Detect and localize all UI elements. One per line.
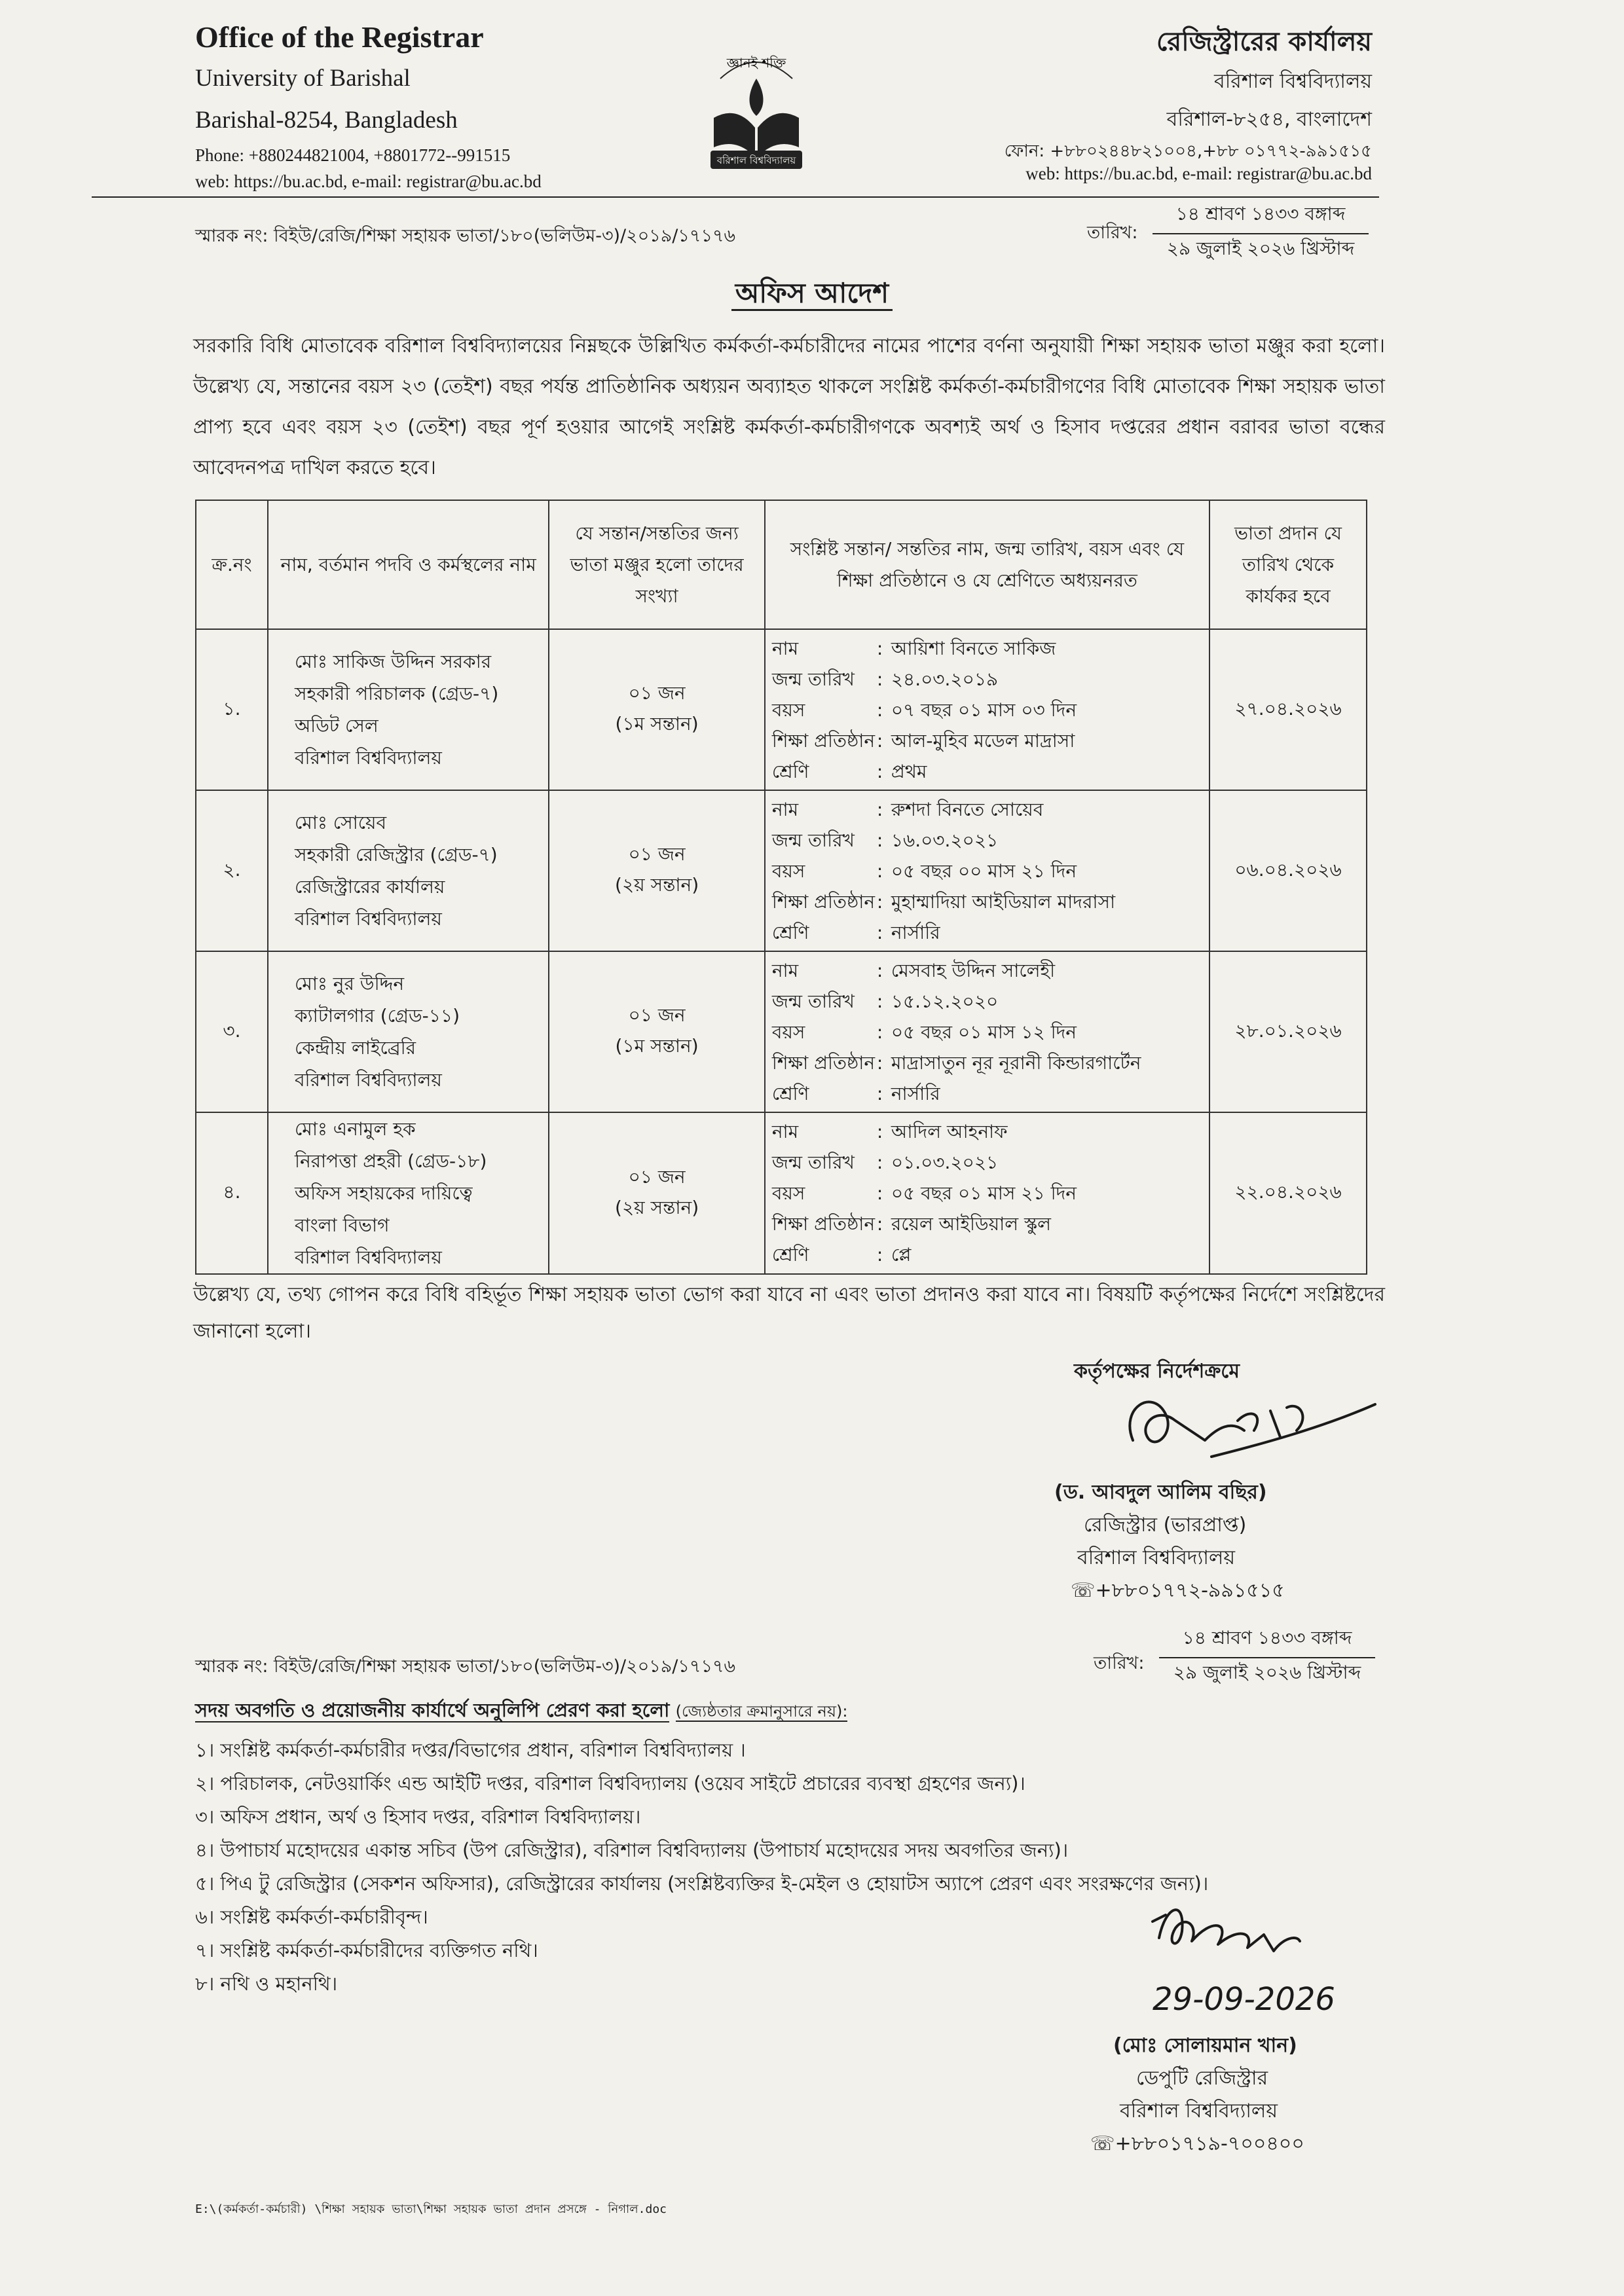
- employee-detail-line: রেজিস্ট্রারের কার্যালয়: [294, 876, 445, 898]
- employee-detail-line: বরিশাল বিশ্ববিদ্যালয়: [294, 908, 442, 930]
- field-value: ০৫ বছর ০০ মাস ২১ দিন: [891, 860, 1077, 882]
- office-title-bn: রেজিস্ট্রারের কার্যালয়: [1156, 27, 1372, 57]
- child-detail-field: [772, 825, 1202, 856]
- file-path: E:\(কর্মকর্তা-কর্মচারী) \শিক্ষা সহায়ক ভাতা\শিক্ষা সহায়ক ভাতা প্রদান প্রসঙ্গে - নিগাল.doc: [195, 2202, 667, 2216]
- table-header-row: [196, 500, 1367, 629]
- field-value: নার্সারি: [891, 921, 940, 943]
- field-separator: :: [876, 798, 883, 820]
- field-label: শিক্ষা প্রতিষ্ঠান: [771, 1051, 876, 1074]
- count-value: ০১ জন: [628, 682, 686, 704]
- field-value: ০৭ বছর ০১ মাস ০৩ দিন: [891, 699, 1077, 721]
- address-bn: বরিশাল-৮২৫৪, বাংলাদেশ: [1166, 108, 1372, 131]
- child-detail-field: [772, 1017, 1202, 1048]
- copy-list-item: ৬। সংশ্লিষ্ট কর্মকর্তা-কর্মচারীবৃন্দ।: [195, 1906, 428, 1928]
- field-separator: :: [876, 1051, 883, 1074]
- field-label: নাম: [771, 1121, 799, 1142]
- col-child-details: সংশ্লিষ্ট সন্তান/ সন্ততির নাম, জন্ম তারিখ, বয়স এবং যে শিক্ষা প্রতিষ্ঠানে ও যে শ্রেণিতে অধ্যয়নরত: [765, 500, 1209, 629]
- copy-heading: [195, 1696, 847, 1728]
- child-detail-field: [772, 1147, 1202, 1178]
- date-gregorian: ২৯ জুলাই ২০২৬ খ্রিস্টাব্দ: [1166, 238, 1355, 259]
- logo-motto: জ্ঞানই শক্তি: [726, 55, 786, 71]
- field-value: ০১.০৩.২০২১: [891, 1152, 999, 1173]
- web-email-bn: web: https://bu.ac.bd, e-mail: registrar@bu.ac.bd: [1025, 164, 1372, 183]
- date-gregorian-copy: ২৯ জুলাই ২০২৬ খ্রিস্টাব্দ: [1173, 1662, 1361, 1683]
- field-label: বয়স: [771, 699, 805, 721]
- count-value: ০১ জন: [628, 843, 686, 865]
- effective-date: ২৮.০১.২০২৬: [1209, 951, 1367, 1112]
- logo-university: বরিশাল বিশ্ববিদ্যালয়: [716, 155, 796, 166]
- field-label: বয়স: [771, 860, 805, 882]
- row-serial: ৪.: [196, 1112, 268, 1274]
- field-label: শিক্ষা প্রতিষ্ঠান: [771, 1213, 876, 1235]
- note-paragraph: উল্লেখ্য যে, তথ্য গোপন করে বিধি বহির্ভূত শিক্ষা সহায়ক ভাতা ভোগ করা যাবে না এবং ভাতা প্রদানও করা যাবে না। বিষয়টি কর্তৃপক্ষের নির্দেশে সংশ্লিষ্টদের জানানো হলো।: [193, 1283, 1385, 1343]
- registrar-name: (ড. আবদুল আলিম বছির): [1054, 1481, 1267, 1504]
- employee-details: [268, 629, 549, 790]
- child-detail-field: [772, 986, 1202, 1017]
- child-details: [765, 790, 1209, 951]
- field-separator: :: [876, 760, 883, 782]
- university-seal-icon: [688, 43, 825, 173]
- registrar-designation: রেজিস্ট্রার (ভারপ্রাপ্ত): [1084, 1514, 1247, 1537]
- field-value: ০৫ বছর ০১ মাস ১২ দিন: [891, 1021, 1077, 1043]
- table-row: [196, 951, 1367, 1112]
- children-count: [549, 790, 764, 951]
- registrar-signature-icon: [1113, 1381, 1388, 1473]
- allowance-table: [195, 500, 1367, 1275]
- header-divider: [92, 196, 1379, 198]
- field-value: আদিল আহনাফ: [891, 1121, 1008, 1142]
- deputy-registrar-signature-icon: [1139, 1892, 1375, 2036]
- child-detail-field: [772, 633, 1202, 664]
- employee-detail-line: নিরাপত্তা প্রহরী (গ্রেড-১৮): [294, 1150, 487, 1172]
- child-detail-field: [772, 1078, 1202, 1109]
- copy-heading-note: (জ্যেষ্ঠতার ক্রমানুসারে নয়):: [675, 1702, 848, 1721]
- web-email-en: web: https://bu.ac.bd, e-mail: registrar@bu.ac.bd: [195, 172, 542, 191]
- col-name-designation: নাম, বর্তমান পদবি ও কর্মস্থলের নাম: [268, 500, 549, 629]
- employee-detail-line: কেন্দ্রীয় লাইব্রেরি: [294, 1037, 416, 1059]
- field-label: বয়স: [771, 1021, 805, 1043]
- child-detail-field: [772, 1239, 1202, 1270]
- children-count: [549, 629, 764, 790]
- child-detail-field: [772, 1209, 1202, 1239]
- field-value: নার্সারি: [891, 1082, 940, 1104]
- memo-date-copy: [1159, 1624, 1375, 1689]
- field-separator: :: [876, 729, 883, 752]
- child-detail-field: [772, 794, 1202, 825]
- employee-details: [268, 951, 549, 1112]
- field-separator: :: [876, 829, 883, 851]
- deputy-registrar-designation: ডেপুটি রেজিস্ট্রার: [1136, 2067, 1268, 2090]
- date-label: তারিখ:: [1087, 223, 1138, 243]
- child-detail-field: [772, 917, 1202, 948]
- child-details: [765, 629, 1209, 790]
- copy-list-item: ৪। উপাচার্য মহোদয়ের একান্ত সচিব (উপ রেজিস্ট্রার), বরিশাল বিশ্ববিদ্যালয় (উপাচার্য মহোদয়ের সদয় অবগতির জন্য)।: [195, 1839, 1069, 1861]
- child-detail-field: [772, 955, 1202, 986]
- employee-detail-line: মোঃ এনামুল হক: [294, 1118, 416, 1140]
- child-details: [765, 1112, 1209, 1274]
- date-bangla-copy: ১৪ শ্রাবণ ১৪৩৩ বঙ্গাব্দ: [1159, 1624, 1375, 1658]
- field-label: জন্ম তারিখ: [771, 990, 855, 1012]
- field-separator: :: [876, 1021, 883, 1043]
- row-serial: ৩.: [196, 951, 268, 1112]
- child-detail-field: [772, 664, 1202, 695]
- employee-detail-line: মোঃ সাকিজ উদ্দিন সরকার: [294, 651, 492, 672]
- field-separator: :: [876, 637, 883, 659]
- handwritten-date: 29-09-2026: [1153, 1981, 1335, 2018]
- field-value: প্লে: [891, 1244, 912, 1266]
- row-serial: ১.: [196, 629, 268, 790]
- field-value: মেসবাহ উদ্দিন সালেহী: [891, 959, 1056, 981]
- copy-list-item: ২। পরিচালক, নেটওয়ার্কিং এন্ড আইটি দপ্তর, বরিশাল বিশ্ববিদ্যালয় (ওয়েব সাইটে প্রচারের ব্যবস্থা গ্রহণের জন্য)।: [195, 1772, 1025, 1795]
- field-label: শ্রেণি: [771, 1082, 809, 1104]
- field-label: শিক্ষা প্রতিষ্ঠান: [771, 729, 876, 752]
- employee-detail-line: ক্যাটালগার (গ্রেড-১১): [294, 1005, 460, 1027]
- field-label: শ্রেণি: [771, 921, 809, 943]
- employee-details: [268, 1112, 549, 1274]
- phone-icon: ☏: [1090, 2132, 1115, 2155]
- registrar-org: বরিশাল বিশ্ববিদ্যালয়: [1077, 1546, 1235, 1569]
- col-serial: ক্র.নং: [196, 500, 268, 629]
- employee-detail-line: বরিশাল বিশ্ববিদ্যালয়: [294, 1247, 442, 1268]
- employee-detail-line: অফিস সহায়কের দায়িত্বে: [294, 1182, 473, 1204]
- field-value: ০৫ বছর ০১ মাস ২১ দিন: [891, 1182, 1077, 1204]
- field-separator: :: [876, 1213, 883, 1235]
- field-value: রয়েল আইডিয়াল স্কুল: [891, 1213, 1051, 1235]
- field-label: শ্রেণি: [771, 760, 809, 782]
- field-label: জন্ম তারিখ: [771, 668, 855, 690]
- field-separator: :: [876, 1121, 883, 1142]
- children-count: [549, 951, 764, 1112]
- employee-detail-line: অডিট সেল: [294, 715, 378, 737]
- child-detail-field: [772, 725, 1202, 756]
- child-details: [765, 951, 1209, 1112]
- employee-detail-line: মোঃ নুর উদ্দিন: [294, 973, 405, 994]
- memo-reference: স্মারক নং: বিইউ/রেজি/শিক্ষা সহায়ক ভাতা/১৮০(ভলিউম-৩)/২০১৯/১৭১৭৬: [195, 226, 736, 246]
- employee-detail-line: বাংলা বিভাগ: [294, 1214, 390, 1236]
- field-separator: :: [876, 990, 883, 1012]
- university-name-bn: বরিশাল বিশ্ববিদ্যালয়: [1214, 70, 1372, 93]
- field-label: শ্রেণি: [771, 1244, 809, 1266]
- count-note: (১ম সন্তান): [615, 713, 699, 735]
- employee-detail-line: সহকারী পরিচালক (গ্রেড-৭): [294, 683, 499, 704]
- employee-detail-line: সহকারী রেজিস্ট্রার (গ্রেড-৭): [294, 844, 498, 866]
- copy-list-item: ৮। নথি ও মহানথি।: [195, 1973, 338, 1995]
- field-label: নাম: [771, 959, 799, 981]
- field-label: বয়স: [771, 1182, 805, 1204]
- deputy-registrar-phone: ☏+৮৮০১৭১৯-৭০০৪০০: [1090, 2132, 1304, 2155]
- field-value: ২৪.০৩.২০১৯: [891, 668, 999, 690]
- count-note: (২য় সন্তান): [615, 874, 699, 896]
- field-value: মাদ্রাসাতুন নূর নূরানী কিন্ডারগার্টেন: [891, 1051, 1141, 1074]
- effective-date: ০৬.০৪.২০২৬: [1209, 790, 1367, 951]
- phone-en: Phone: +880244821004, +8801772--991515: [195, 145, 511, 165]
- date-label-copy: তারিখ:: [1094, 1653, 1145, 1673]
- date-bangla: ১৪ শ্রাবণ ১৪৩৩ বঙ্গাব্দ: [1153, 200, 1369, 234]
- field-separator: :: [876, 1182, 883, 1204]
- field-value: আল-মুহিব মডেল মাদ্রাসা: [891, 729, 1075, 752]
- field-separator: :: [876, 668, 883, 690]
- field-label: জন্ম তারিখ: [771, 1152, 855, 1173]
- effective-date: ২৭.০৪.২০২৬: [1209, 629, 1367, 790]
- copy-list-item: ৫। পিএ টু রেজিস্ট্রার (সেকশন অফিসার), রেজিস্ট্রারের কার্যালয় (সংশ্লিষ্টব্যক্তির ই-মেইল ও হোয়াটস অ্যাপে প্রেরণ এবং সংরক্ষণের জন্য)।: [195, 1872, 1209, 1895]
- field-separator: :: [876, 1152, 883, 1173]
- copy-list-item: ৩। অফিস প্রধান, অর্থ ও হিসাব দপ্তর, বরিশাল বিশ্ববিদ্যালয়।: [195, 1806, 641, 1828]
- count-note: (২য় সন্তান): [615, 1196, 699, 1218]
- field-separator: :: [876, 959, 883, 981]
- field-value: ১৫.১২.২০২০: [891, 990, 999, 1012]
- field-value: আয়িশা বিনতে সাকিজ: [891, 637, 1056, 659]
- field-separator: :: [876, 890, 883, 913]
- phone-icon: ☏: [1071, 1579, 1096, 1602]
- deputy-registrar-name: (মোঃ সোলায়মান খান): [1113, 2034, 1297, 2057]
- employee-detail-line: মোঃ সোয়েব: [294, 812, 387, 833]
- count-value: ০১ জন: [628, 1165, 686, 1188]
- field-separator: :: [876, 921, 883, 943]
- by-order-text: কর্তৃপক্ষের নির্দেশক্রমে: [1074, 1360, 1240, 1383]
- copy-heading-text: সদয় অবগতি ও প্রয়োজনীয় কার্যার্থে অনুলিপি প্রেরণ করা হলো: [195, 1699, 670, 1721]
- field-label: শিক্ষা প্রতিষ্ঠান: [771, 890, 876, 913]
- child-detail-field: [772, 1048, 1202, 1078]
- field-separator: :: [876, 1082, 883, 1104]
- field-label: নাম: [771, 637, 799, 659]
- table-row: [196, 790, 1367, 951]
- registrar-phone: ☏+৮৮০১৭৭২-৯৯১৫১৫: [1071, 1579, 1285, 1602]
- table-row: [196, 1112, 1367, 1274]
- child-detail-field: [772, 1178, 1202, 1209]
- child-detail-field: [772, 886, 1202, 917]
- child-detail-field: [772, 1116, 1202, 1147]
- child-detail-field: [772, 756, 1202, 787]
- memo-reference-copy: স্মারক নং: বিইউ/রেজি/শিক্ষা সহায়ক ভাতা/১৮০(ভলিউম-৩)/২০১৯/১৭১৭৬: [195, 1656, 736, 1677]
- field-value: ১৬.০৩.২০২১: [891, 829, 999, 851]
- field-separator: :: [876, 699, 883, 721]
- child-detail-field: [772, 856, 1202, 886]
- table-row: [196, 629, 1367, 790]
- copy-list-item: ৭। সংশ্লিষ্ট কর্মকর্তা-কর্মচারীদের ব্যক্তিগত নথি।: [195, 1939, 538, 1961]
- phone-bn: ফোন: +৮৮০২৪৪৮২১০০৪,+৮৮ ০১৭৭২-৯৯১৫১৫: [1004, 141, 1372, 161]
- deputy-registrar-org: বরিশাল বিশ্ববিদ্যালয়: [1120, 2100, 1278, 2123]
- memo-date: [1153, 200, 1369, 265]
- address-en: Barishal-8254, Bangladesh: [195, 107, 458, 134]
- count-value: ০১ জন: [628, 1004, 686, 1026]
- row-serial: ২.: [196, 790, 268, 951]
- copy-list: [195, 1734, 1208, 2001]
- employee-detail-line: বরিশাল বিশ্ববিদ্যালয়: [294, 1069, 442, 1091]
- field-value: রুশদা বিনতে সোয়েব: [891, 798, 1044, 820]
- col-effective-date: ভাতা প্রদান যে তারিখ থেকে কার্যকর হবে: [1209, 500, 1367, 629]
- copy-list-item: ১। সংশ্লিষ্ট কর্মকর্তা-কর্মচারীর দপ্তর/বিভাগের প্রধান, বরিশাল বিশ্ববিদ্যালয় ।: [195, 1739, 746, 1761]
- intro-paragraph: সরকারি বিধি মোতাবেক বরিশাল বিশ্ববিদ্যালয়ের নিম্নছকে উল্লিখিত কর্মকর্তা-কর্মচারীদের নামের পাশের বর্ণনা অনুযায়ী শিক্ষা সহায়ক ভাতা মঞ্জুর করা হলো। উল্লেখ্য যে, সন্তানের বয়স ২৩ (তেইশ) বছর পর্যন্ত প্রাতিষ্ঠানিক অধ্যয়ন অব্যাহত থাকলে সংশ্লিষ্ট কর্মকর্তা-কর্মচারীগণের বিধি মোতাবেক শিক্ষা সহায়ক ভাতা প্রাপ্য হবে এবং বয়স ২৩ (তেইশ) বছর পূর্ণ হওয়ার আগেই সংশ্লিষ্ট কর্মকর্তা-কর্মচারীগণকে অবশ্যই অর্থ ও হিসাব দপ্তরের প্রধান বরাবর ভাতা বন্ধের আবেদনপত্র দাখিল করতে হবে।: [193, 335, 1385, 479]
- order-title: অফিস আদেশ: [0, 272, 1624, 318]
- employee-detail-line: বরিশাল বিশ্ববিদ্যালয়: [294, 747, 442, 769]
- field-value: প্রথম: [891, 760, 927, 782]
- field-label: জন্ম তারিখ: [771, 829, 855, 851]
- field-separator: :: [876, 860, 883, 882]
- office-title-en: Office of the Registrar: [195, 20, 484, 54]
- effective-date: ২২.০৪.২০২৬: [1209, 1112, 1367, 1274]
- university-name-en: University of Barishal: [195, 65, 411, 92]
- employee-details: [268, 790, 549, 951]
- children-count: [549, 1112, 764, 1274]
- field-label: নাম: [771, 798, 799, 820]
- child-detail-field: [772, 695, 1202, 725]
- field-value: মুহাম্মাদিয়া আইডিয়াল মাদরাসা: [891, 890, 1116, 913]
- field-separator: :: [876, 1244, 883, 1266]
- count-note: (১ম সন্তান): [615, 1035, 699, 1057]
- col-children-count: যে সন্তান/সন্ততির জন্য ভাতা মঞ্জুর হলো তাদের সংখ্যা: [549, 500, 764, 629]
